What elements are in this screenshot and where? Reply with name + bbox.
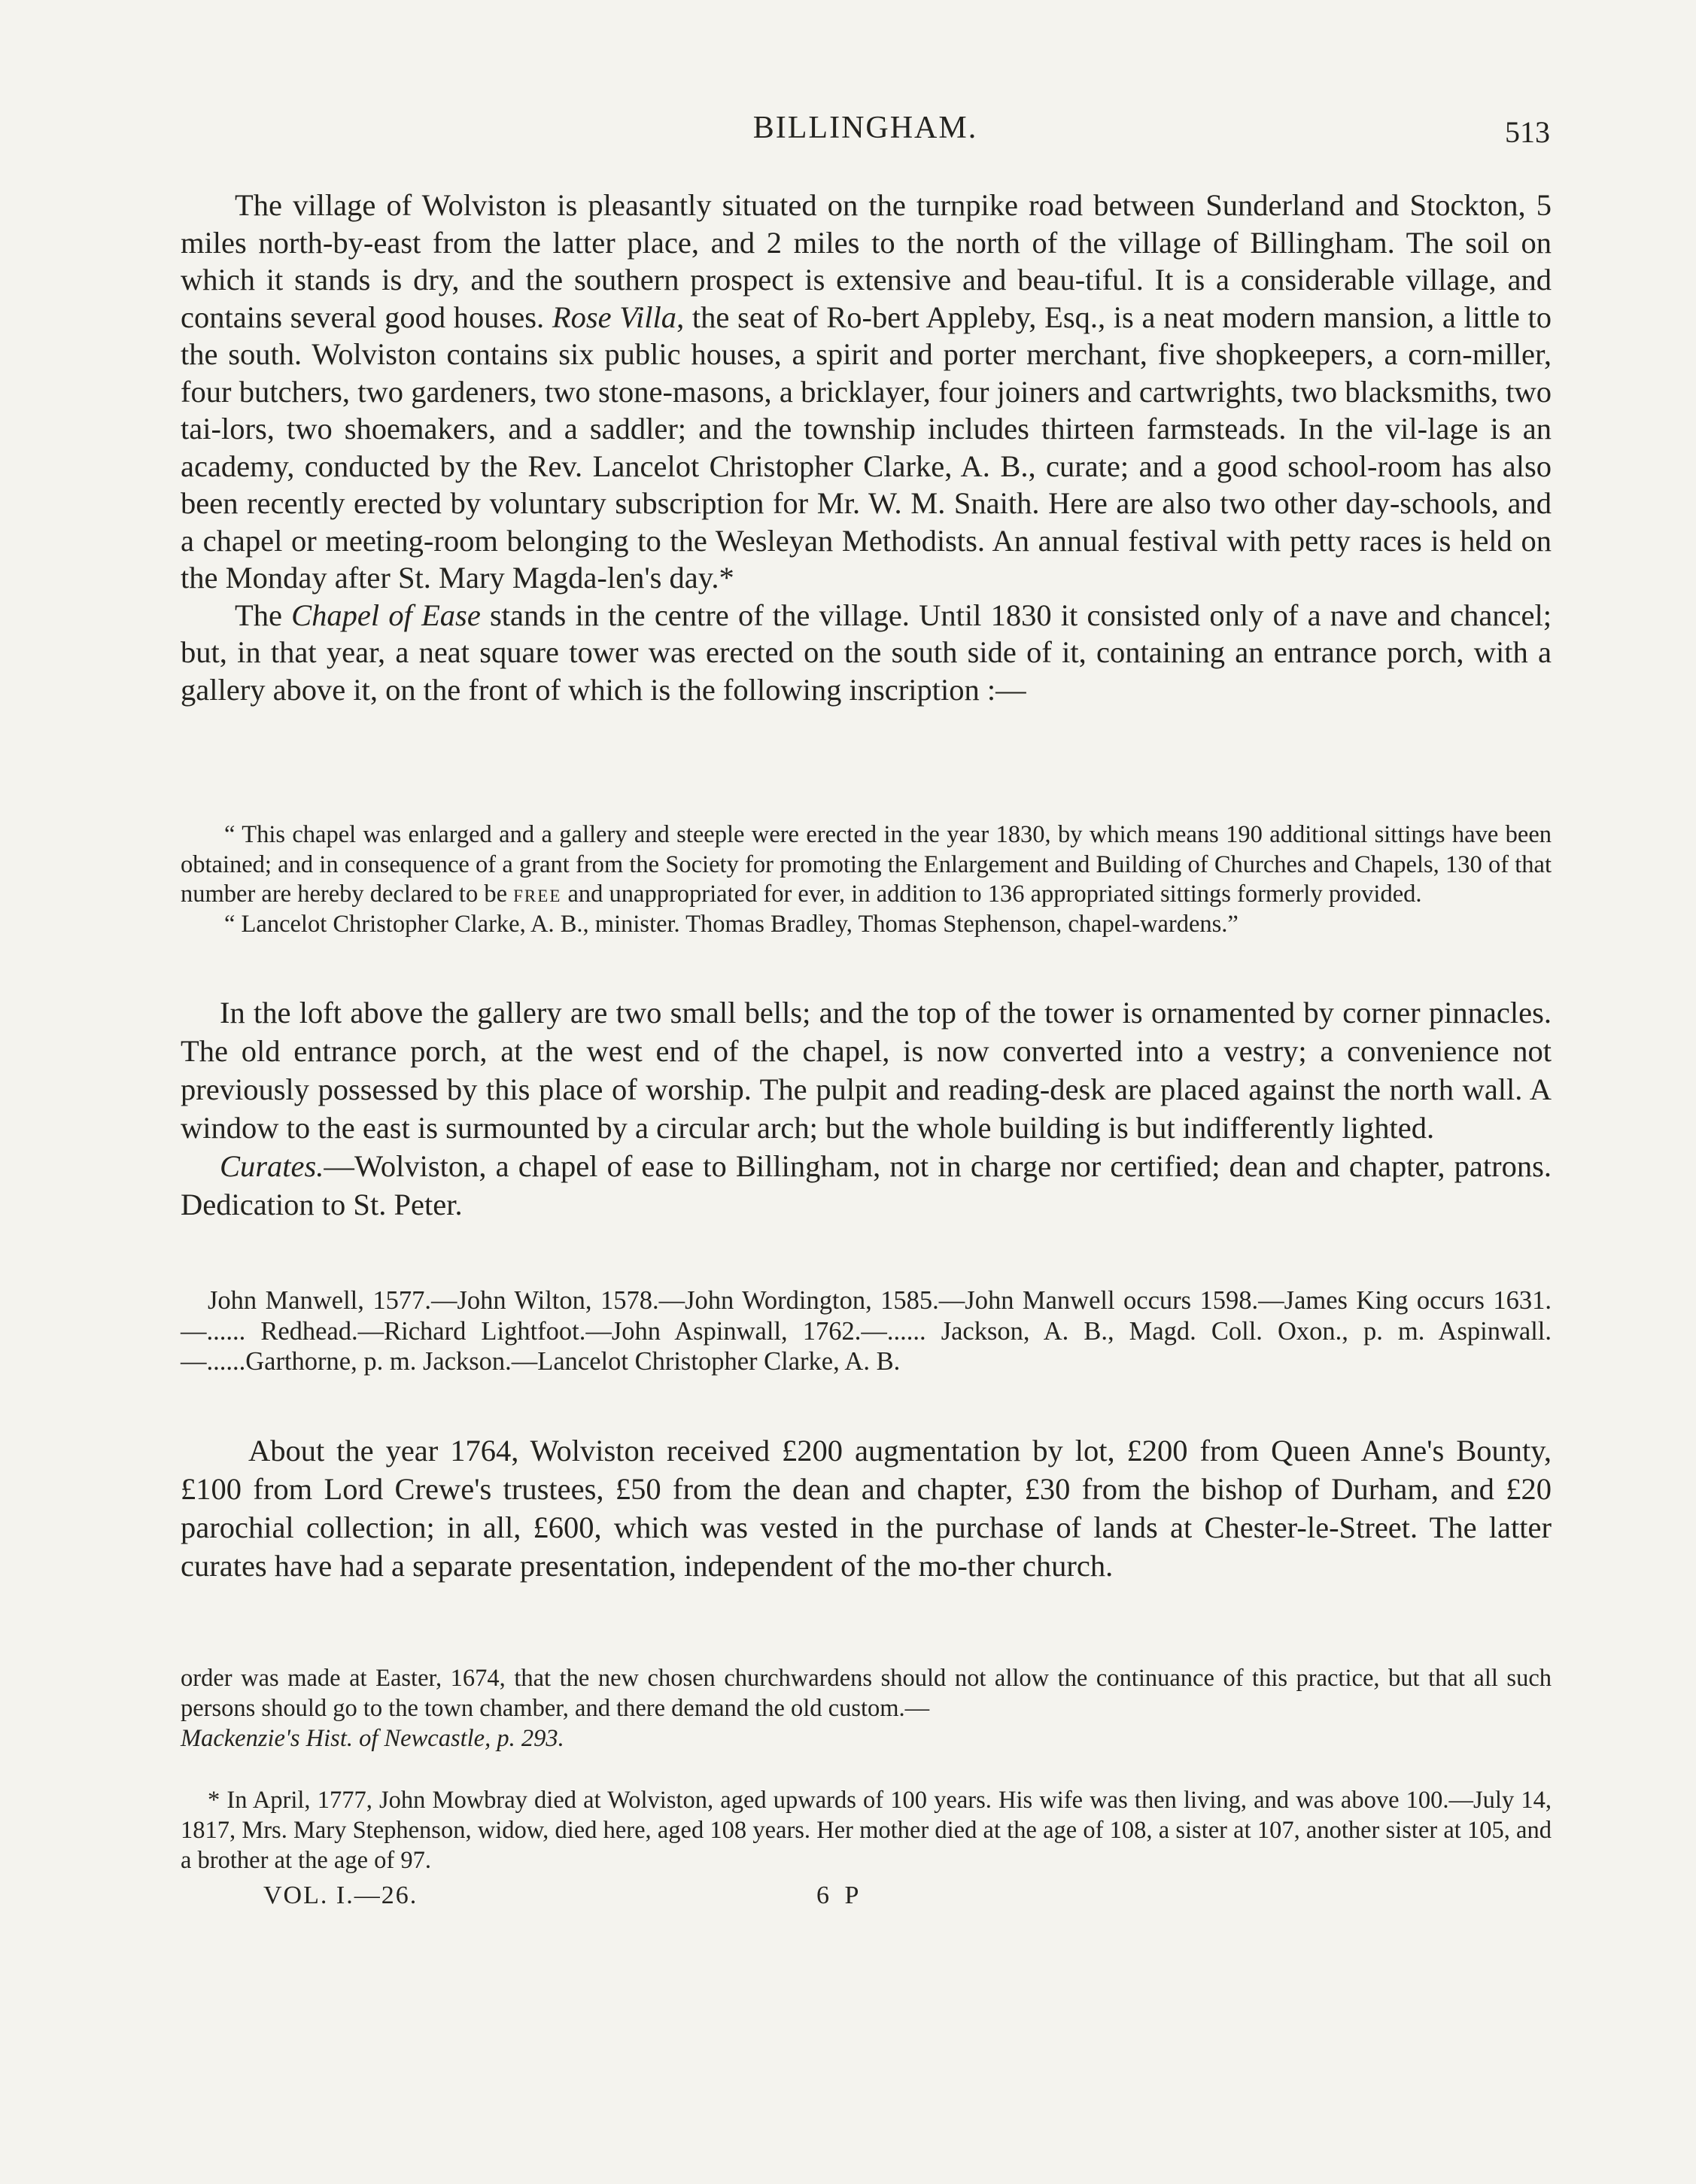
running-title: BILLINGHAM. (752, 111, 978, 145)
italic-chapel-of-ease: Chapel of Ease (291, 598, 481, 632)
paragraph-chapel-of-ease: The Chapel of Ease stands in the centre of the village. Until 1830 it consisted only of a nave and chancel; but, in that year, a neat square tower was erected on the south side of it, containing an entrance porch, with a gallery above it, on the front of which is the following inscription :— (181, 598, 1552, 707)
italic-rose-villa: Rose Villa (552, 300, 677, 334)
italic-curates: Curates. (220, 1149, 324, 1183)
main-text (181, 187, 1552, 708)
page-number: 513 (1505, 115, 1550, 149)
inscription-signatories: “ Lancelot Christopher Clarke, A. B., minister. Thomas Bradley, Thomas Stephenson, chapel-wardens.” (224, 910, 1239, 938)
paragraph-wolviston: The village of Wolviston is pleasantly situated on the turnpike road between Sunderland and Stockton, 5 miles north-by-east from the latter place, and 2 miles to the north of the village of Billingham. The soil on which it stands is dry, and the southern prospect is extensive and beau-tiful. It is a considerable village, and contains several good houses. Rose Villa, the seat of Ro-bert Appleby, Esq., is a neat modern mansion, a little to the south. Wolviston contains six public houses, a spirit and porter merchant, five shopkeepers, a corn-miller, four butchers, two gardeners, two stone-masons, a bricklayer, four joiners and cartwrights, two blacksmiths, two tai-lors, two shoemakers, and a saddler; and the township includes thirteen farmsteads. In the vil-lage is an academy, conducted by the Rev. Lancelot Christopher Clarke, A. B., curate; and a good school-room has also been recently erected by voluntary subscription for Mr. W. M. Snaith. Here are also two other day-schools, and a chapel or meeting-room belonging to the Wesleyan Methodists. An annual festival with petty races is held on the Monday after St. Mary Magda-len's day.* (181, 188, 1552, 595)
inscription-quote (181, 820, 1552, 939)
signature-line (263, 1881, 941, 1916)
page-header (181, 110, 1550, 155)
curate-list: John Manwell, 1577.—John Wilton, 1578.—John Wordington, 1585.—John Manwell occurs 1598.—James King occurs 1631.—...... Redhead.—Richard Lightfoot.—John Aspinwall, 1762.—...... Jackson, A. B., Magd. Coll. Oxon., p. m. Aspinwall.—......Garthorne, p. m. Jackson.—Lancelot Christopher Clarke, A. B. (181, 1286, 1552, 1376)
footnote-continued: order was made at Easter, 1674, that the new chosen churchwardens should not allow the continuance of this practice, but that all such persons should go to the town chamber, and there demand the old custom.— Mackenzie's Hist. of Newcastle, p. 293. (181, 1665, 1552, 1752)
volume-mark: VOL. I.—26. (263, 1881, 418, 1909)
paragraph-loft: In the loft above the gallery are two small bells; and the top of the tower is ornamented by corner pinnacles. The old entrance porch, at the west end of the chapel, is now converted into a vestry; a convenience not previously possessed by this place of worship. The pulpit and reading-desk are placed against the north wall. A window to the east is surmounted by a circular arch; but the whole building is but indifferently lighted. (181, 996, 1552, 1145)
footnote-citation: Mackenzie's Hist. of Newcastle, p. 293. (181, 1725, 564, 1752)
free-small-caps: free (513, 881, 562, 908)
footnote-star: * In April, 1777, John Mowbray died at Wolviston, aged upwards of 100 years. His wife was then living, and was above 100.—July 14, 1817, Mrs. Mary Stephenson, widow, died here, aged 108 years. Her mother died at the age of 108, a sister at 107, another sister at 105, and a brother at the age of 97. (181, 1787, 1552, 1874)
inscription-text: “ This chapel was enlarged and a gallery and steeple were erected in the year 1830, by which means 190 additional sittings have been obtained; and in consequence of a grant from the Society for promoting the Enlargement and Building of Churches and Chapels, 130 of that number are hereby declared to be free and unappropriated for ever, in addition to 136 appropriated sittings formerly provided. (181, 821, 1552, 908)
paragraph-curates: Curates.—Wolviston, a chapel of ease to Billingham, not in charge nor certified; dean and chapter, patrons. Dedication to St. Peter. (181, 1149, 1552, 1221)
printer-signature: 6 P (816, 1881, 864, 1909)
paragraph-augmentation: About the year 1764, Wolviston received £200 augmentation by lot, £200 from Queen Anne's Bounty, £100 from Lord Crewe's trustees, £50 from the dean and chapter, £30 from the bishop of Durham, and £20 parochial collection; in all, £600, which was vested in the purchase of lands at Chester-le-Street. The latter curates have had a separate presentation, independent of the mo-ther church. (181, 1434, 1552, 1583)
loft-and-curates (181, 993, 1552, 1224)
